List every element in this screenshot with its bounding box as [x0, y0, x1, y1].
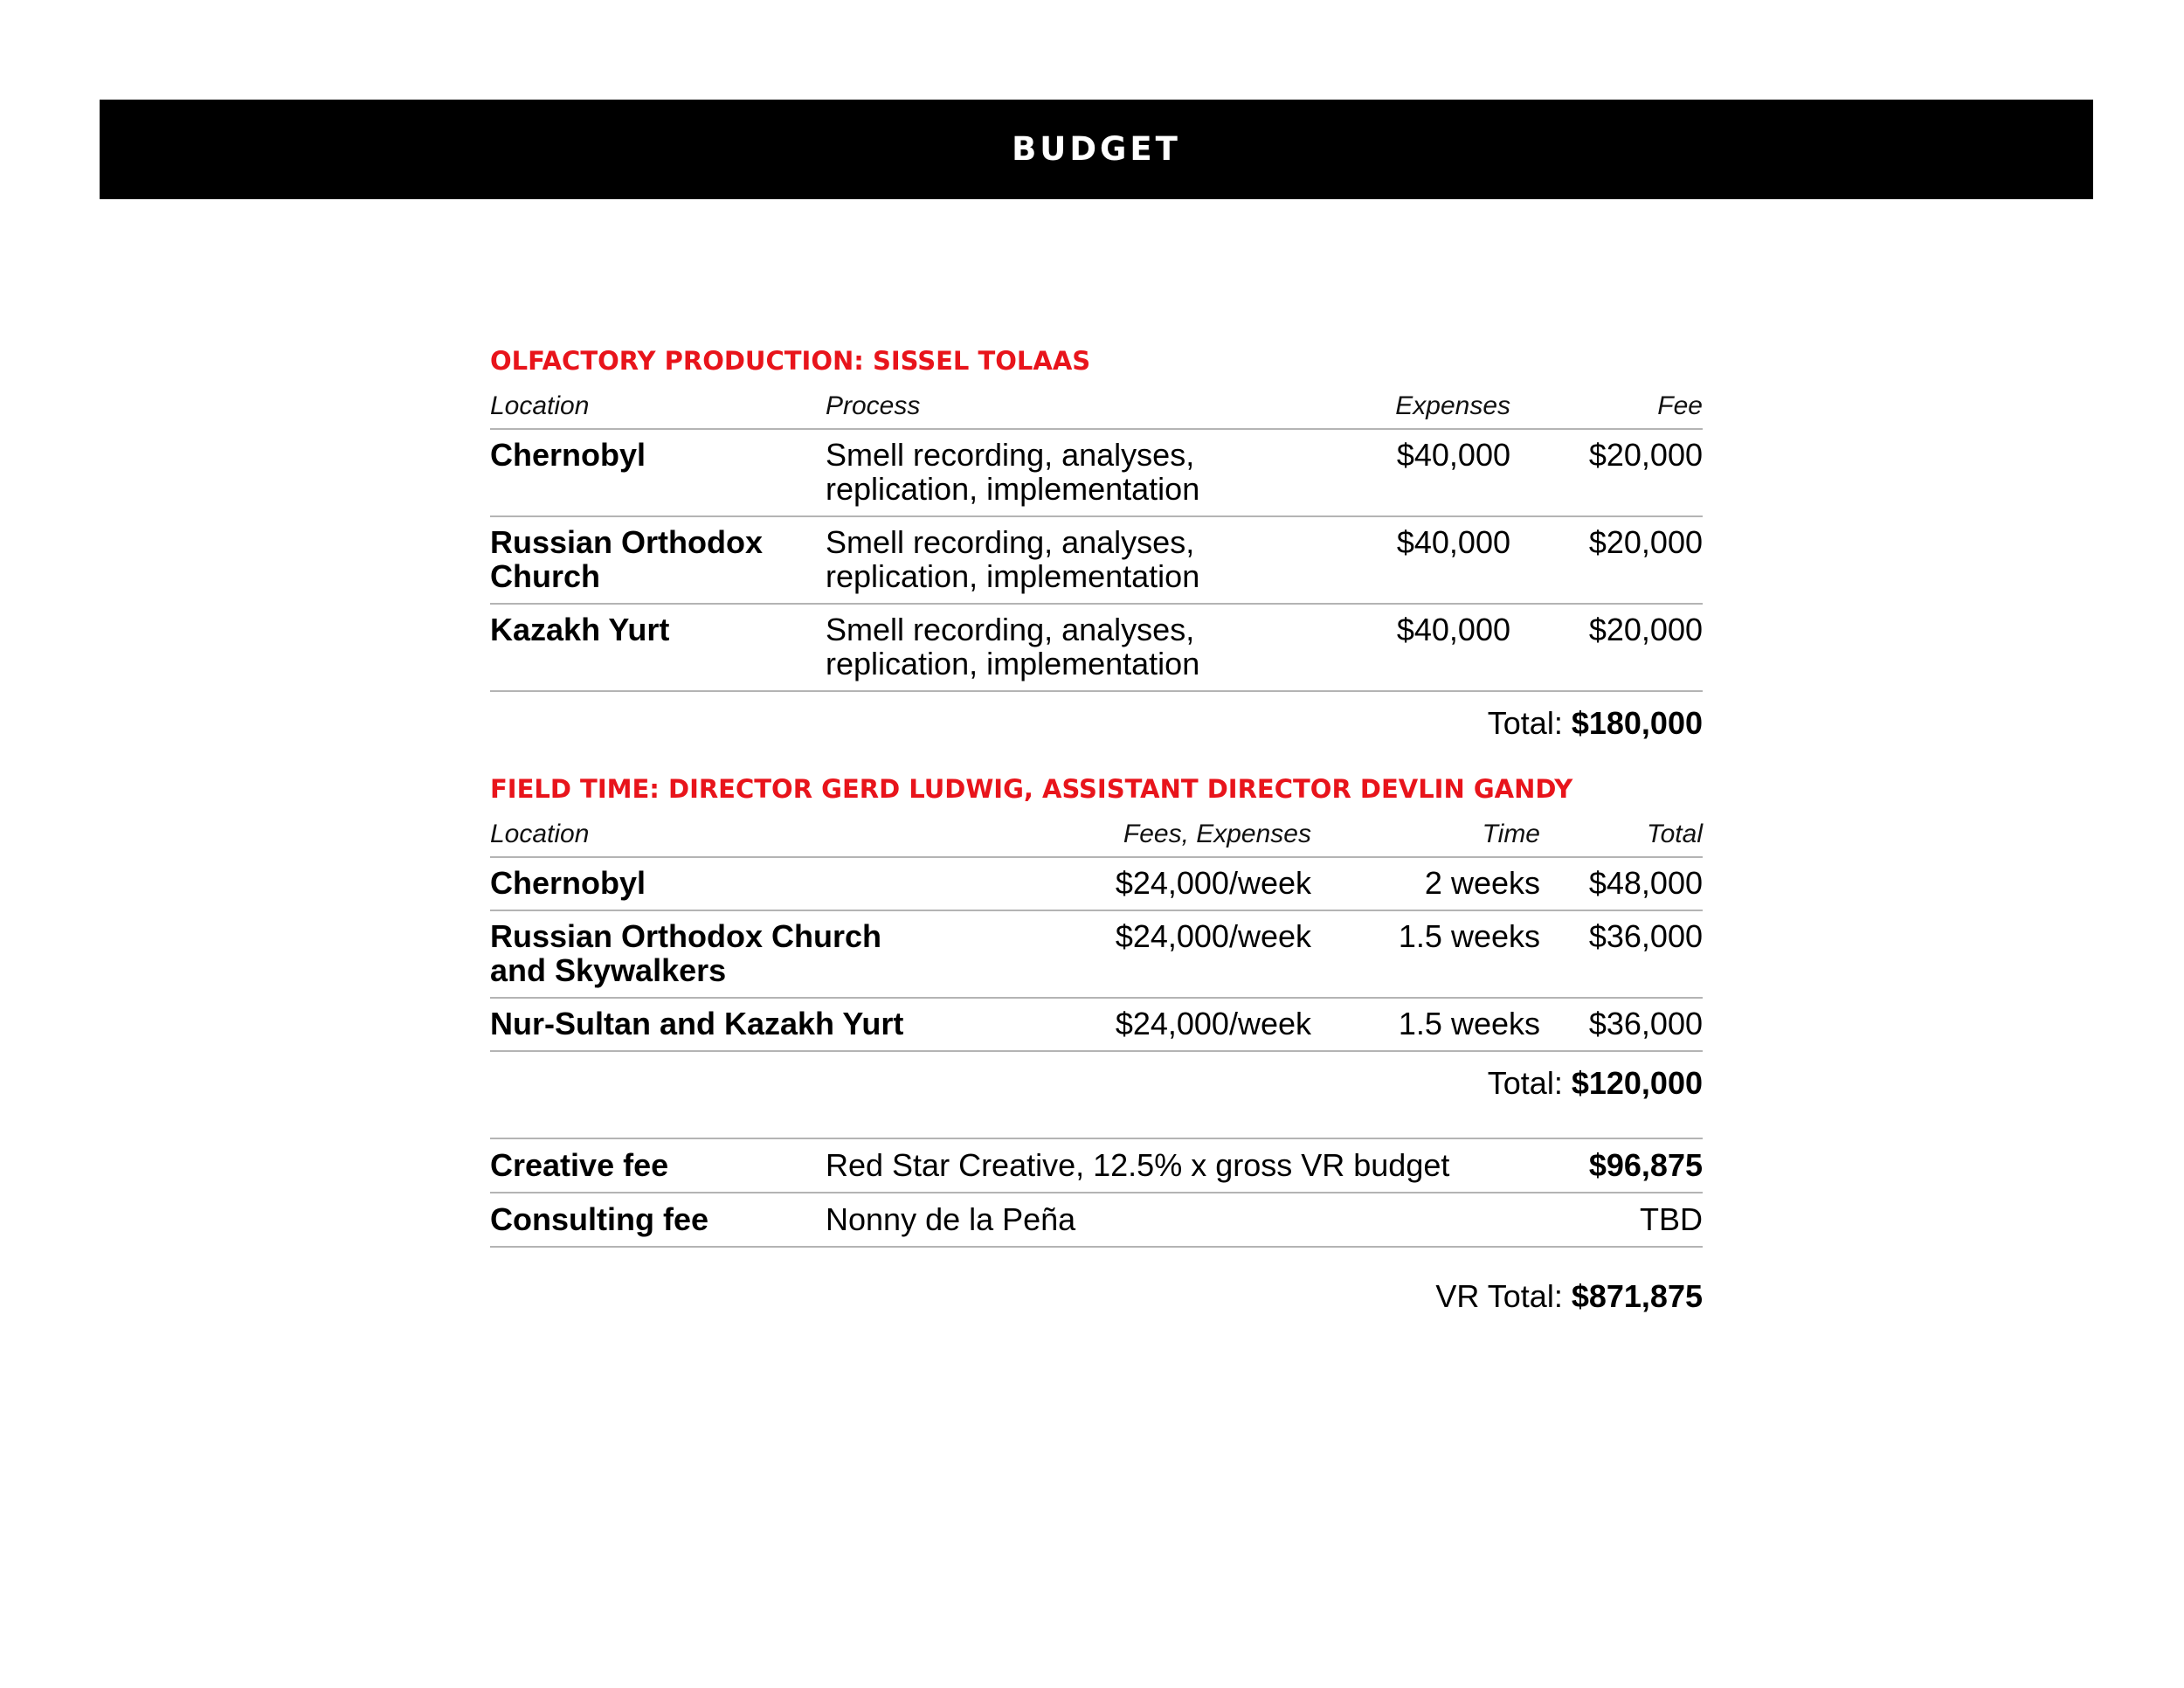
budget-header-banner [100, 100, 2093, 199]
field-time-section-title: FIELD TIME: DIRECTOR GERD LUDWIG, ASSISTANT DIRECTOR DEVLIN GANDY [490, 774, 1573, 804]
olfactory-total [490, 692, 1703, 746]
row-location-line: Russian Orthodox Church [490, 918, 882, 954]
row-total: $48,000 [1588, 865, 1703, 901]
row-fees: $24,000/week [1115, 1006, 1311, 1041]
vr-total-value: $871,875 [1571, 1278, 1703, 1314]
table-row [490, 1139, 1703, 1193]
page-title: BUDGET [1012, 130, 1181, 168]
row-location: Chernobyl [490, 437, 646, 473]
row-process-line: Smell recording, analyses, [826, 437, 1195, 473]
row-fees: $24,000/week [1115, 918, 1311, 954]
row-fees: $24,000/week [1115, 865, 1311, 901]
creative-fee-amount: $96,875 [1588, 1147, 1703, 1183]
vr-total-label: VR Total: [1435, 1278, 1563, 1314]
total-value: $120,000 [1571, 1065, 1703, 1101]
row-fee: $20,000 [1588, 612, 1703, 647]
table-row [490, 911, 1703, 999]
budget-content [490, 339, 1703, 1314]
row-location: Chernobyl [490, 865, 646, 901]
olfactory-section-title: OLFACTORY PRODUCTION: SISSEL TOLAAS [490, 346, 1091, 376]
row-fee: $20,000 [1588, 524, 1703, 560]
row-total: $36,000 [1588, 1006, 1703, 1041]
olfactory-table-header [490, 383, 1703, 430]
total-value: $180,000 [1571, 705, 1703, 741]
row-process-line: replication, implementation [826, 646, 1200, 681]
table-row [490, 858, 1703, 911]
table-row [490, 1193, 1703, 1248]
row-fee: $20,000 [1588, 437, 1703, 473]
consulting-fee-amount: TBD [1640, 1201, 1703, 1237]
column-header-total: Total [1647, 820, 1703, 848]
creative-fee-description: Red Star Creative, 12.5% x gross VR budget [826, 1147, 1450, 1183]
row-location: Nur-Sultan and Kazakh Yurt [490, 1006, 904, 1041]
field-time-total [490, 1052, 1703, 1106]
row-location-line: and Skywalkers [490, 952, 727, 988]
row-process [826, 525, 1315, 592]
row-expenses: $40,000 [1396, 437, 1510, 473]
olfactory-table [490, 383, 1703, 746]
table-row [490, 517, 1703, 605]
row-expenses: $40,000 [1396, 524, 1510, 560]
row-process-line: replication, implementation [826, 471, 1200, 507]
total-label: Total: [1487, 1065, 1563, 1101]
column-header-time: Time [1482, 820, 1540, 848]
fees-table [490, 1138, 1703, 1248]
row-process [826, 612, 1315, 680]
row-location: Kazakh Yurt [490, 612, 670, 647]
row-location [490, 919, 1067, 986]
column-header-fee: Fee [1657, 391, 1703, 420]
row-time: 1.5 weeks [1398, 1006, 1540, 1041]
row-total: $36,000 [1588, 918, 1703, 954]
column-header-process: Process [826, 391, 921, 420]
column-header-fees-expenses: Fees, Expenses [1123, 820, 1311, 848]
column-header-expenses: Expenses [1395, 391, 1510, 420]
table-row [490, 605, 1703, 692]
consulting-fee-label: Consulting fee [490, 1201, 708, 1237]
row-location-line: Church [490, 558, 600, 594]
row-time: 2 weeks [1424, 865, 1540, 901]
column-header-location: Location [490, 391, 590, 420]
row-time: 1.5 weeks [1398, 918, 1540, 954]
row-process [826, 438, 1315, 505]
row-process-line: Smell recording, analyses, [826, 524, 1195, 560]
row-location [490, 525, 826, 592]
column-header-location: Location [490, 820, 590, 848]
row-location-line: Russian Orthodox [490, 524, 764, 560]
field-time-table-header [490, 811, 1703, 858]
vr-total [490, 1279, 1703, 1314]
row-process-line: Smell recording, analyses, [826, 612, 1195, 647]
consulting-fee-description: Nonny de la Peña [826, 1201, 1076, 1237]
creative-fee-label: Creative fee [490, 1147, 669, 1183]
row-expenses: $40,000 [1396, 612, 1510, 647]
total-label: Total: [1487, 705, 1563, 741]
table-row [490, 430, 1703, 517]
field-time-table [490, 811, 1703, 1106]
row-process-line: replication, implementation [826, 558, 1200, 594]
table-row [490, 999, 1703, 1052]
